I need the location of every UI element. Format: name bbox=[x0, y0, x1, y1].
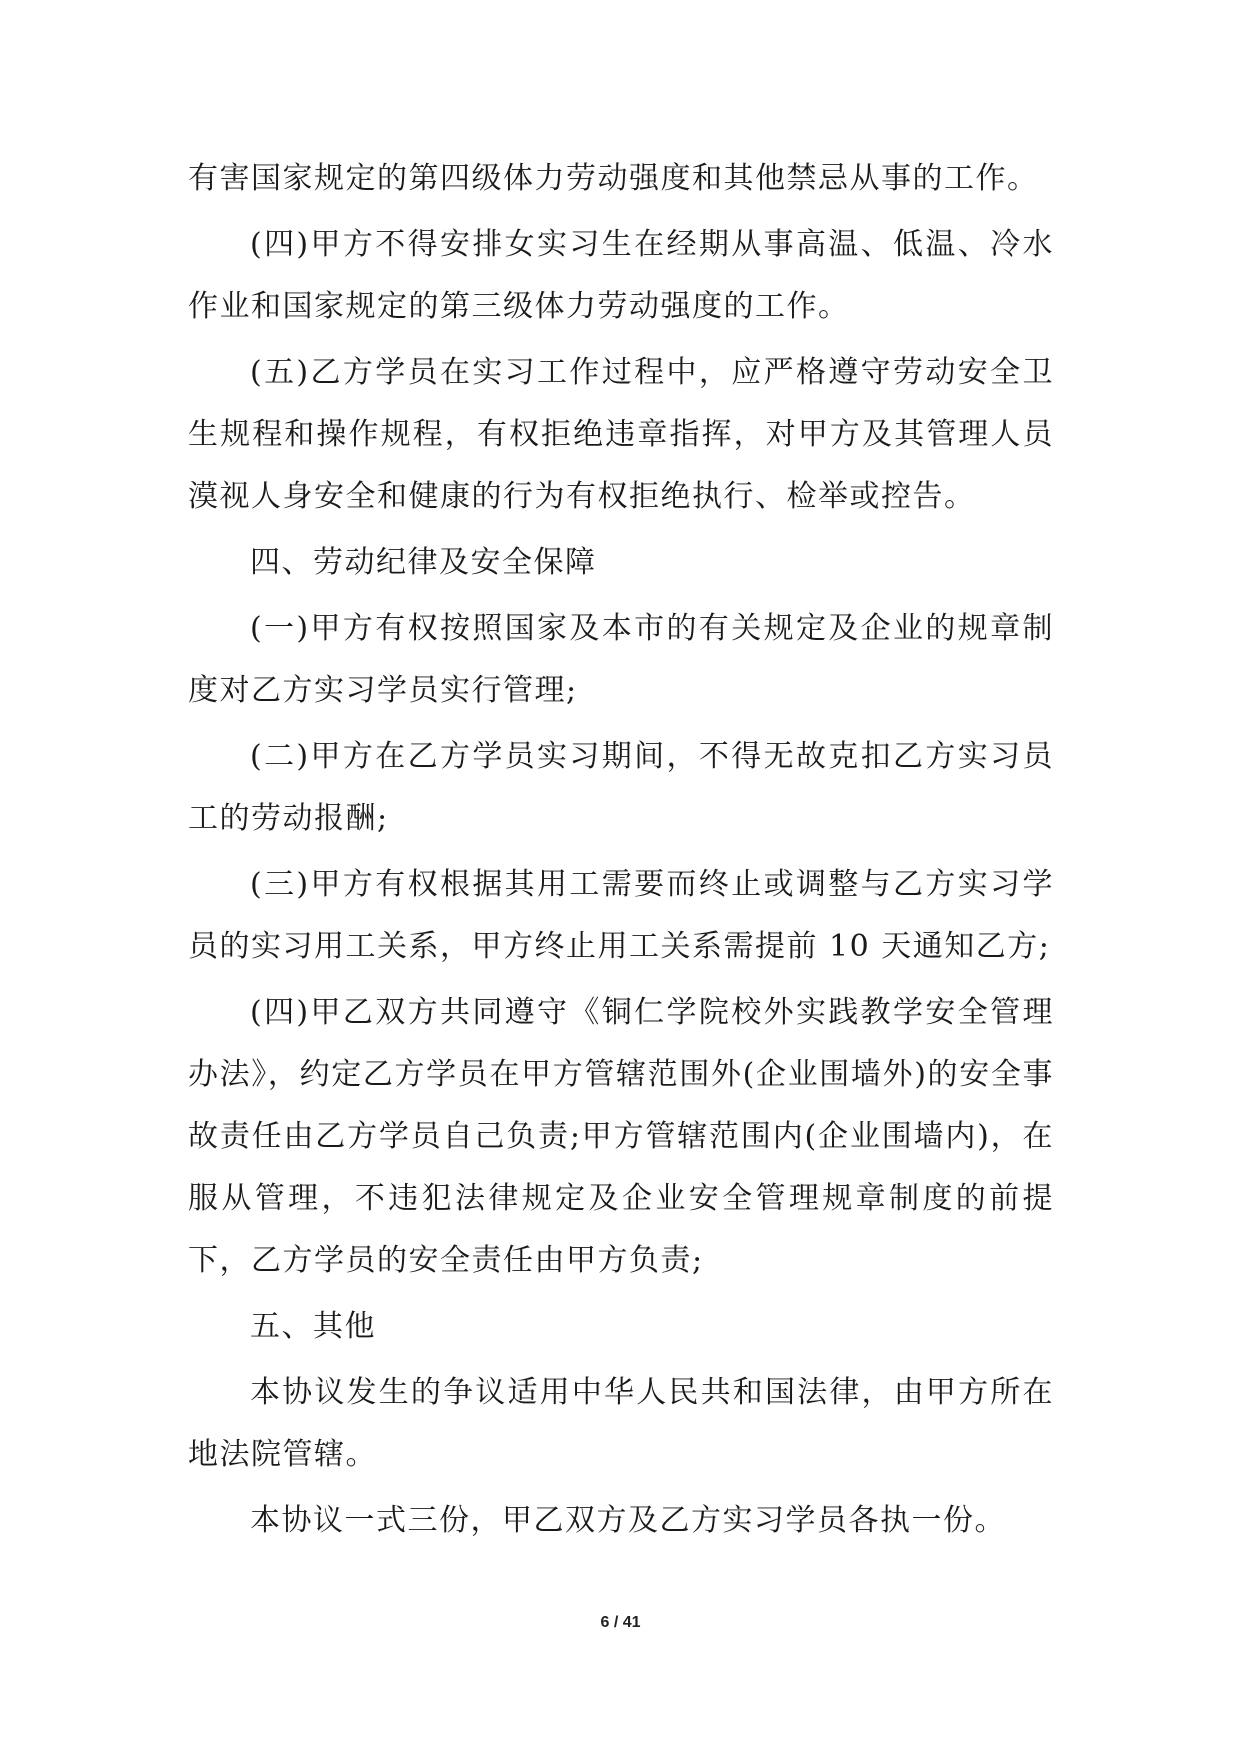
paragraph-discipline-4: (四)甲乙双方共同遵守《铜仁学院校外实践教学安全管理办法》，约定乙方学员在甲方管辖范围外(企业围墙外)的安全事故责任由乙方学员自己负责;甲方管辖范围内(企业围墙内)，在服从管理，不违犯法律规定及企业安全管理规章制度的前提下，乙方学员的安全责任由甲方负责; bbox=[188, 995, 1054, 1278]
paragraph-discipline-1: (一)甲方有权按照国家及本市的有关规定及企业的规章制度对乙方实习学员实行管理; bbox=[188, 611, 1054, 708]
paragraph-continuation: 有害国家规定的第四级体力劳动强度和其他禁忌从事的工作。 bbox=[188, 161, 1039, 196]
paragraph-clause-4: (四)甲方不得安排女实习生在经期从事高温、低温、冷水作业和国家规定的第三级体力劳动强度的工作。 bbox=[188, 227, 1054, 324]
paragraph-copies: 本协议一式三份，甲乙双方及乙方实习学员各执一份。 bbox=[250, 1503, 1006, 1538]
paragraph-clause-5: (五)乙方学员在实习工作过程中，应严格遵守劳动安全卫生规程和操作规程，有权拒绝违章指挥，对甲方及其管理人员漠视人身安全和健康的行为有权拒绝执行、检举或控告。 bbox=[188, 355, 1054, 514]
paragraph-jurisdiction: 本协议发生的争议适用中华人民共和国法律，由甲方所在地法院管辖。 bbox=[188, 1375, 1054, 1472]
section-heading-discipline-safety: 四、劳动纪律及安全保障 bbox=[250, 545, 597, 580]
paragraph-discipline-3: (三)甲方有权根据其用工需要而终止或调整与乙方实习学员的实习用工关系，甲方终止用工关系需提前 10 天通知乙方; bbox=[188, 867, 1054, 964]
paragraph-discipline-2: (二)甲方在乙方学员实习期间，不得无故克扣乙方实习员工的劳动报酬; bbox=[188, 739, 1054, 836]
document-body bbox=[188, 148, 1054, 1552]
page-number: 6 / 41 bbox=[600, 1614, 641, 1631]
section-heading-other: 五、其他 bbox=[250, 1309, 376, 1344]
